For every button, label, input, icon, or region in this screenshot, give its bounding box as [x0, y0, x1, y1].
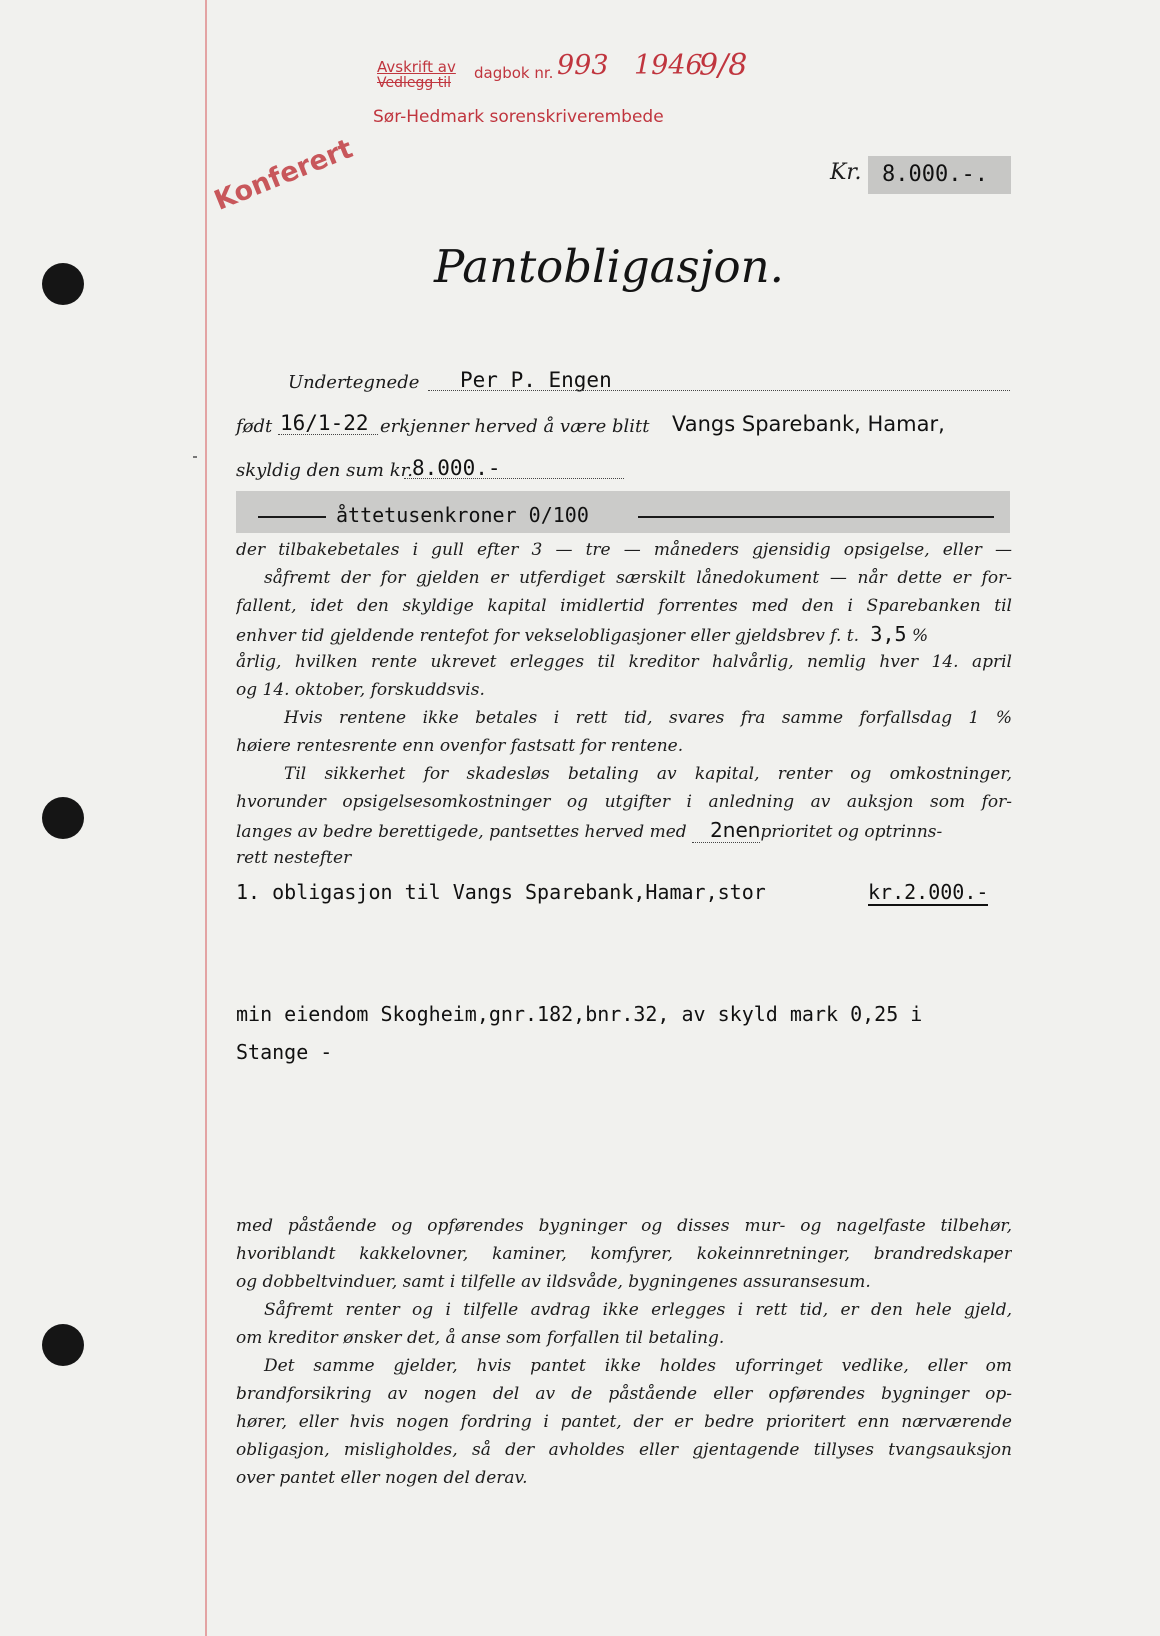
amount-in-words: åttetusenkroner 0/100 [336, 503, 589, 527]
margin-mark [193, 456, 197, 458]
priority-text-end: prioritet og optrinns- [760, 822, 943, 842]
stamp-year: 1946 [634, 50, 703, 81]
dash-right [638, 516, 994, 518]
text-line: årlig, hvilken rente ukrevet erlegges til kreditor halvårlig, nemlig hver 14. april [236, 652, 1012, 672]
debtor-name: Per P. Engen [460, 368, 612, 392]
text-line: om kreditor ønsker det, å anse som forfallen til betaling. [236, 1328, 725, 1348]
prior-obligation: 1. obligasjon til Vangs Sparebank,Hamar,stor [236, 880, 766, 904]
konferert-stamp: Konferert [210, 133, 358, 217]
text-line: Det samme gjelder, hvis pantet ikke holdes uforringet vedlike, eller om [264, 1356, 1012, 1376]
born-date: 16/1-22 [280, 411, 369, 435]
fill-line [404, 478, 624, 479]
interest-rate: 3,5 [870, 622, 907, 646]
born-label: født [236, 416, 273, 437]
punch-hole [42, 263, 84, 305]
text-line: obligasjon, misligholdes, så der avholdes eller gjentagende tillyses tvangsauksjon [236, 1440, 1012, 1460]
text-line: hvoriblandt kakkelovner, kaminer, komfyrer, kokeinnretninger, brandredskaper [236, 1244, 1012, 1264]
owe-sum: 8.000.- [412, 456, 501, 480]
fill-line [278, 434, 378, 435]
punch-hole [42, 1324, 84, 1366]
amount-label: Kr. [830, 160, 862, 185]
owe-label: skyldig den sum kr. [236, 460, 413, 481]
amount-value: 8.000.-. [868, 156, 1011, 194]
stamp-line-2: Vedlegg til [377, 75, 451, 91]
property-line: min eiendom Skogheim,gnr.182,bnr.32, av skyld mark 0,25 i [236, 1002, 923, 1026]
terms-paragraph [236, 536, 1012, 872]
fill-line [428, 390, 1010, 391]
text-line: og 14. oktober, forskuddsvis. [236, 680, 485, 700]
document-title: Pantobligasjon. [434, 240, 784, 293]
text-line: Hvis rentene ikke betales i rett tid, svares fra samme forfallsdag 1 % [284, 708, 1012, 728]
text-line [236, 816, 1012, 844]
acknowledge-text: erkjenner herved å være blitt [380, 416, 650, 437]
text-line: brandforsikring av nogen del av de påstående eller opførendes bygninger op- [236, 1384, 1012, 1404]
punch-hole [42, 797, 84, 839]
priority-text: langes av bedre berettigede, pantsettes herved med [236, 822, 687, 842]
text-line: hører, eller hvis nogen fordring i pantet, der er bedre prioritert enn nærværende [236, 1412, 1012, 1432]
text-line: Såfremt renter og i tilfelle avdrag ikke erlegges i rett tid, er den hele gjeld, [264, 1300, 1012, 1320]
text-line: rett nestefter [236, 848, 352, 868]
stamp-date: 9/8 [699, 48, 748, 83]
stamp-line-1: Avskrift av [377, 58, 456, 76]
dash-left [258, 516, 326, 518]
priority-value: 2nen [692, 818, 760, 843]
stamp-dagbok-number: 993 [557, 50, 609, 81]
property-line: Stange - [236, 1040, 333, 1064]
text-line: der tilbakebetales i gull efter 3 — tre — måneders gjensidig opsigelse, eller — [236, 540, 1012, 560]
stamp-dagbok-label: dagbok nr. [474, 64, 554, 82]
stamp-office: Sør-Hedmark sorenskriverembede [373, 107, 664, 127]
text-line: såfremt der for gjelden er utferdiget særskilt lånedokument — når dette er for- [264, 568, 1012, 588]
rate-unit: % [911, 626, 929, 646]
undersigned-label: Undertegnede [288, 372, 420, 393]
margin-rule [205, 0, 207, 1636]
text-line: og dobbeltvinduer, samt i tilfelle av ildsvåde, bygningenes assuransesum. [236, 1272, 871, 1292]
prior-amount: kr.2.000.- [868, 880, 989, 904]
text-line: hvorunder opsigelsesomkostninger og utgifter i anledning av auksjon som for- [236, 792, 1012, 812]
conditions-paragraph [236, 1212, 1012, 1492]
text-line: høiere rentesrente enn ovenfor fastsatt for rentene. [236, 736, 684, 756]
text-line: fallent, idet den skyldige kapital imidlertid forrentes med den i Sparebanken til [236, 596, 1012, 616]
text-line: Til sikkerhet for skadesløs betaling av kapital, renter og omkostninger, [284, 764, 1012, 784]
text-line [236, 620, 1012, 648]
creditor-name: Vangs Sparebank, Hamar, [672, 412, 945, 436]
rate-text: enhver tid gjeldende rentefot for vekselobligasjoner eller gjeldsbrev f. t. [236, 626, 859, 646]
text-line: med påstående og opførendes bygninger og disses mur- og nagelfaste tilbehør, [236, 1216, 1012, 1236]
text-line: over pantet eller nogen del derav. [236, 1468, 528, 1488]
